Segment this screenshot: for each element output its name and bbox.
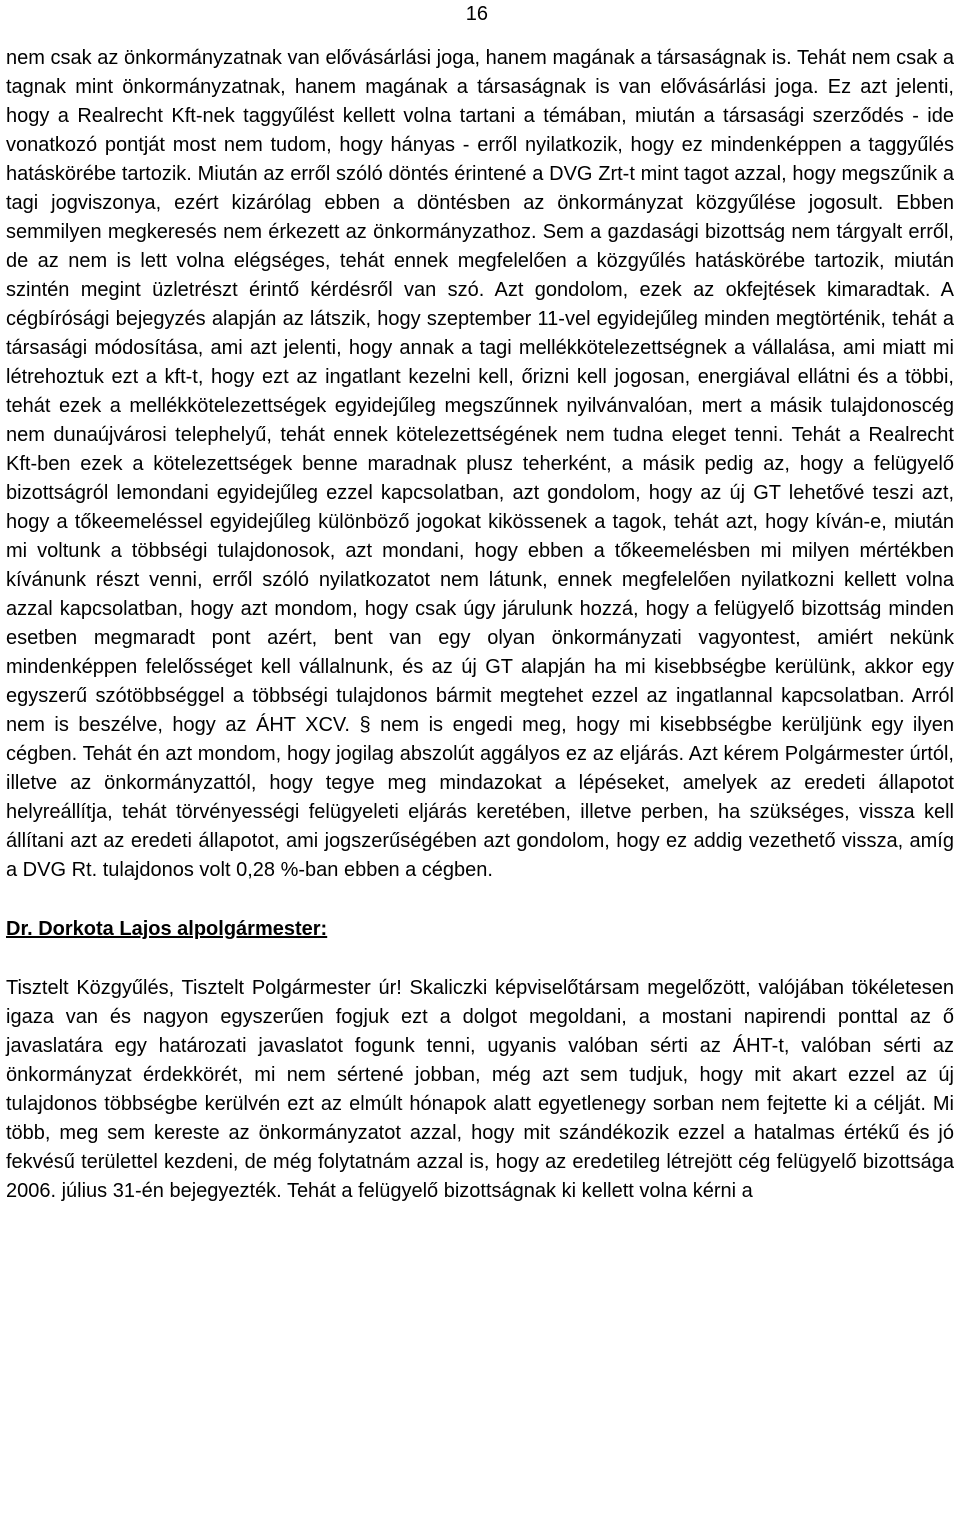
paragraph: Tisztelt Közgyűlés, Tisztelt Polgármester úr! Skaliczki képviselőtársam megelőzött, valójában tökéletesen igaza van és nagyon egyszerűen fogjuk ezt a dolgot megoldani, a mostani napirendi ponttal az ő javaslatára egy határozati javaslatot fogunk tenni, ugyanis valóban sérti az ÁHT-t, valóban sérti az önkormányzat érdekkörét, mi nem sértené jobban, még azt sem tudjuk, hogy mit akart ezzel az új tulajdonos többségbe kerülvén ezt az elmúlt hónapok alatt egyetlenegy sorban nem fejtette ki a célját. Mi több, meg sem kereste az önkormányzatot azzal, hogy mit szándékozik ezzel a hatalmas értékű és jó fekvésű területtel kezdeni, de még folytatnám azzal is, hogy az eredetileg létrejött cég felügyelő bizottsága 2006. július 31-én bejegyezték. Tehát a felügyelő bizottságnak ki kellett volna kérni a bbox=[6, 977, 954, 1202]
paragraph: nem csak az önkormányzatnak van elővásárlási joga, hanem magának a társaságnak is. Tehát nem csak a tagnak mint önkormányzatnak, hanem magának a társaságnak is van elővásárlási joga. Ez azt jelenti, hogy a Realrecht Kft-nek taggyűlést kellett volna tartani a témában, miután a társasági szerződés - ide vonatkozó pontját most nem tudom, hogy hányas - erről nyilatkozik, hogy ez mindenképpen a taggyűlés hatáskörébe tartozik. Miután az erről szóló döntés érintené a DVG Zrt-t mint tagot azzal, hogy megszűnik a tagi jogviszonya, ezért kizárólag ebben a döntésben az önkormányzat közgyűlése jogosult. Ebben semmilyen megkeresés nem érkezett az önkormányzathoz. Sem a gazdasági bizottság nem tárgyalt erről, de az nem is lett volna elégséges, tehát ennek megfelelően a közgyűlés hatáskörébe tartozik, miután szintén megint üzletrészt érintő kérdésről van szó. Azt gondolom, ezek az okfejtések kimaradtak. A cégbírósági bejegyzés alapján az látszik, hogy szeptember 11-vel egyidejűleg minden megtörténik, tehát a társasági módosítása, ami azt jelenti, hogy annak a tagi mellékkötelezettségnek a vállalása, ami miatt mi létrehoztuk ezt a kft-t, hogy ezt az ingatlant kezelni kell, őrizni kell jogosan, energiával ellátni és a többi, tehát ezek a mellékkötelezettségek egyidejűleg megszűnnek nyilvánvalóan, mert a másik tulajdonoscég nem dunaújvárosi telephelyű, tehát ennek kötelezettségének nem tudna eleget tenni. Tehát a Realrecht Kft-ben ezek a kötelezettségek benne maradnak plusz teherként, a másik pedig az, hogy a felügyelő bizottságról lemondani egyidejűleg ezzel kapcsolatban, azt gondolom, hogy az új GT lehetővé teszi azt, hogy a tőkeemeléssel egyidejűleg különböző jogokat kikössenek a tagok, tehát azt, hogy kíván-e, miután mi voltunk a többségi tulajdonosok, azt mondani, hogy ebben a tőkeemelésben mi milyen mértékben kívánunk részt venni, erről szóló nyilatkozatot nem látunk, ennek megfelelően nyilatkozni kellett volna azzal kapcsolatban, hogy azt mondom, hogy csak úgy járulunk hozzá, hogy a felügyelő bizottság minden esetben megmaradt pont azért, bent van egy olyan önkormányzati vagyontest, amiért nekünk mindenképpen felelősséget kell vállalnunk, és az új GT alapján ha mi kisebbségbe kerülünk, akkor egy egyszerű szótöbbséggel a többségi tulajdonos bármit megtehet ezzel az ingatlannal kapcsolatban. Arról nem is beszélve, hogy az ÁHT XCV. § nem is engedi meg, hogy mi kisebbségbe kerüljünk egy ilyen cégben. Tehát én azt mondom, hogy jogilag abszolút aggályos ez az eljárás. Azt kérem Polgármester úrtól, illetve az önkormányzattól, hogy tegye meg mindazokat a lépéseket, amelyek az eredeti állapotot helyreállítja, tehát törvényességi felügyeleti eljárás keretében, illetve perben, ha szükséges, vissza kell állítani azt az eredeti állapotot, ami jogszerűségében azt gondolom, hogy ez addig vezethető vissza, amíg a DVG Rt. tulajdonos volt 0,28 %-ban ebben a cégben. bbox=[6, 47, 954, 881]
speaker-heading: Dr. Dorkota Lajos alpolgármester: bbox=[6, 918, 328, 940]
page-number: 16 bbox=[465, 3, 488, 25]
document-body bbox=[6, 44, 954, 1206]
